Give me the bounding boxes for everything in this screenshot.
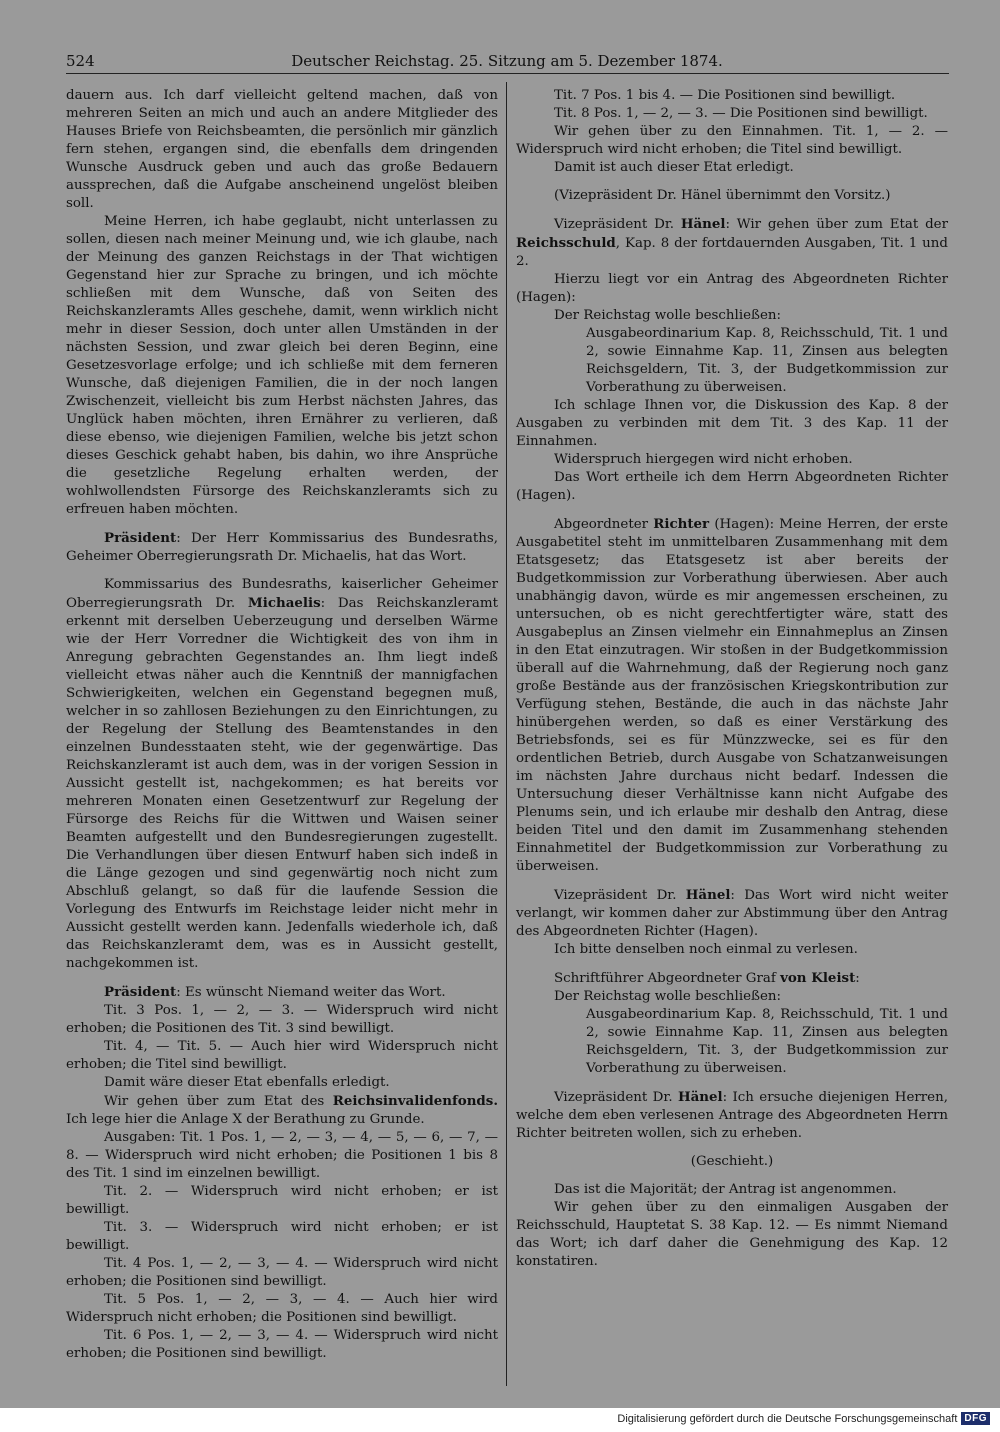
paragraph-text [66,1183,498,1219]
speaker-name: von Kleist [780,970,856,986]
motion-text [586,325,948,397]
paragraph-text [516,1181,948,1199]
text-run: Wir gehen über zu den einmaligen Ausgaben der Reichsschuld, Hauptetat S. 38 Kap. 12. — Es nimmt Niemand das Wort; ich darf daher die Genehmigung des Kap. 12 konstatiren. [516,1200,948,1269]
paragraph-text [66,1291,498,1327]
text-run: Hierzu liegt vor ein Antrag des Abgeordneten Richter (Hagen): [516,272,948,305]
paragraph-text [516,187,948,205]
paragraph-text [516,307,948,325]
text-run: : Ich ersuche diejenigen Herren, welche dem eben verlesenen Antrage des Abgeordneten Herrn Richter beitreten wollen, sich zu erheben. [516,1090,948,1141]
text-run: Tit. 2. — Widerspruch wird nicht erhoben; er ist bewilligt. [66,1184,498,1217]
dfg-logo: DFG [961,1412,990,1425]
paragraph-gap [66,519,498,529]
text-run: Widerspruch hiergegen wird nicht erhoben. [554,452,853,467]
paragraph [66,1327,498,1363]
paragraph-gap [516,1171,948,1181]
paragraph-text [66,1002,498,1038]
paragraph [516,988,948,1006]
text-run: Damit ist auch dieser Etat erledigt. [554,160,794,175]
text-run: Tit. 5 Pos. 1, — 2, — 3, — 4. — Auch hier wird Widerspruch nicht erhoben; die Positionen sind bewilligt. [66,1292,498,1325]
paragraph [516,941,948,959]
speaker-name: Reichsschuld [516,235,616,251]
text-run: Tit. 3 Pos. 1, — 2, — 3. — Widerspruch wird nicht erhoben; die Positionen des Tit. 3 sind bewilligt. [66,1003,498,1036]
text-run: Ich bitte denselben noch einmal zu verlesen. [554,942,858,957]
text-run: , Kap. 8 der fortdauernden Ausgaben, Tit. 1 und 2. [516,236,948,269]
text-run: Der Reichstag wolle beschließen: [554,308,782,323]
text-run: (Geschieht.) [690,1154,774,1169]
text-run: Ausgabeordinarium Kap. 8, Reichsschuld, Tit. 1 und 2, sowie Einnahme Kap. 11, Zinsen aus belegten Reichsgeldern, Tit. 3, der Budgetkommission zur Vorberathung zu überweisen. [586,326,948,395]
paragraph-text [516,87,948,105]
text-run: Das Wort ertheile ich dem Herrn Abgeordneten Richter (Hagen). [516,470,948,503]
text-run: Ausgabeordinarium Kap. 8, Reichsschuld, Tit. 1 und 2, sowie Einnahme Kap. 11, Zinsen aus belegten Reichsgeldern, Tit. 3, der Budgetkommission zur Vorberathung zu überweisen. [586,1007,948,1076]
text-run: Tit. 4, — Tit. 5. — Auch hier wird Widerspruch nicht erhoben; die Titel sind bewilligt. [66,1039,498,1072]
text-run: Der Reichstag wolle beschließen: [554,989,782,1004]
text-run: : [855,971,860,986]
paragraph-text [66,1074,498,1092]
paragraph-text [516,451,948,469]
text-run: Tit. 7 Pos. 1 bis 4. — Die Positionen sind bewilligt. [554,88,896,103]
paragraph [66,1002,498,1038]
text-run: (Hagen): Meine Herren, der erste Ausgabetitel steht im unmittelbaren Zusammenhang mit dem Etatsgesetz; das Etatsgesetz ist aber bereits der Budgetkommission zur Vorberathung überwiesen. Aber auch unabhängig davon, würde es mir angemessen erscheinen, zu untersuchen, ob es nicht gerechtfertigter wäre, statt des Ausgabeplus an Zinsen vielmehr ein Einnahmeplus an Zinsen in den Etat einzutragen. Wir stoßen in der Budgetkommission überall auf die Wahrnehmung, daß der Regierung noch ganz große Bestände aus der französischen Kriegskontribution zur Verfügung stehen, Bestände, die auch in das nächste Jahr hinübergehen werden, so daß es einer Verstärkung des Betriebsfonds, sei es für Münzzwecke, sei es für den ordentlichen Betrieb, durch Ausgabe von Schatzanweisungen im nächsten Jahre durchaus nicht bedarf. Indessen die Untersuchung dieser Verhältnisse kann nicht Aufgabe des Plenums sein, und ich erlaube mir deshalb den Antrag, diese beiden Titel und den damit im Zusammenhang stehenden Einnahmetitel der Budgetkommission zur Vorberathung zu überweisen. [516,517,948,874]
paragraph-text [66,1327,498,1363]
paragraph-gap [516,1078,948,1088]
paragraph-text [516,969,948,988]
paragraph [66,1291,498,1327]
paragraph [516,1088,948,1143]
paragraph [66,1219,498,1255]
paragraph-text [66,1038,498,1074]
text-run: dauern aus. Ich darf vielleicht geltend machen, daß von mehreren Seiten an mich und auch an andere Mitglieder des Hauses Briefe von Reichsbeamten, die persönlich mir gänzlich fern stehen, ergangen sind, die ebenfalls dem dringenden Wunsche Ausdruck geben und auch das große Bedauern aussprechen, daß die Aufgabe anscheinend ungelöst bleiben soll. [66,88,498,211]
paragraph-gap [516,205,948,215]
paragraph [516,271,948,307]
paragraph [516,469,948,505]
paragraph [516,1199,948,1271]
paragraph [66,1183,498,1219]
paragraph [516,87,948,105]
paragraph-text [66,1092,498,1129]
paragraph-text [66,1129,498,1183]
paragraph [516,123,948,159]
paragraph-gap [66,566,498,576]
paragraph [66,1092,498,1129]
paragraph [516,1181,948,1199]
paragraph-text [586,1006,948,1078]
text-run: Tit. 8 Pos. 1, — 2, — 3. — Die Positionen sind bewilligt. [554,106,928,121]
text-run: Wir gehen über zum Etat des [104,1094,333,1109]
paragraph-text [586,325,948,397]
running-title: Deutscher Reichstag. 25. Sitzung am 5. Dezember 1874. [291,52,723,70]
text-run: : Der Herr Kommissarius des Bundesraths, Geheimer Oberregierungsrath Dr. Michaelis, hat das Wort. [66,531,498,564]
text-run: Ich schlage Ihnen vor, die Diskussion des Kap. 8 der Ausgaben zu verbinden mit dem Tit. 3 des Kap. 11 der Einnahmen. [516,398,948,449]
paragraph-text [516,215,948,271]
paragraph-text [66,1219,498,1255]
text-run: Tit. 6 Pos. 1, — 2, — 3, — 4. — Widerspruch wird nicht erhoben; die Positionen sind bewilligt. [66,1328,498,1361]
paragraph-text [516,469,948,505]
paragraph [516,187,948,205]
funding-note: Digitalisierung gefördert durch die Deutsche Forschungsgemeinschaft [617,1412,958,1425]
footer-credit [617,1412,990,1425]
speaker-name: Präsident [104,530,177,546]
speaker-name: Präsident [104,984,177,1000]
speaker-name: Hänel [680,216,726,232]
paragraph [66,1255,498,1291]
paragraph-text [66,576,498,973]
paragraph-text [516,397,948,451]
text-run: Kommissarius des Bundesraths, kaiserlicher Geheimer Oberregierungsrath Dr. [66,577,498,611]
text-run: Schriftführer Abgeordneter Graf [554,971,781,986]
paragraph-text [66,983,498,1002]
text-run: Damit wäre dieser Etat ebenfalls erledigt. [104,1075,390,1090]
text-run: (Vizepräsident Dr. Hänel übernimmt den Vorsitz.) [554,188,891,203]
paragraph-gap [516,177,948,187]
text-run: Vizepräsident Dr. [554,1090,678,1105]
header-rule [66,73,949,74]
text-run: Tit. 4 Pos. 1, — 2, — 3, — 4. — Widerspruch wird nicht erhoben; die Positionen sind bewilligt. [66,1256,498,1289]
paragraph [516,515,948,876]
paragraph [66,213,498,519]
paragraph [516,105,948,123]
paragraph-text [516,988,948,1006]
paragraph-text [516,105,948,123]
paragraph-gap [516,1143,948,1153]
speaker-name: Reichsinvalidenfonds. [332,1093,498,1109]
text-run: Tit. 3. — Widerspruch wird nicht erhoben; er ist bewilligt. [66,1220,498,1253]
paragraph-text [66,1255,498,1291]
motion-text [586,1006,948,1078]
paragraph [516,886,948,941]
paragraph-text [516,941,948,959]
paragraph-text [516,886,948,941]
speaker-name: Richter [653,516,710,532]
text-run: Meine Herren, ich habe geglaubt, nicht unterlassen zu sollen, diesen nach meiner Meinung und, wie ich glaube, nach der Meinung des ganzen Reichstags in der That wichtigen Gegenstand hier zur Sprache zu bringen, und ich möchte schließen mit dem Wunsche, daß von Seiten des Reichskanzleramts Alles geschehe, damit, wenn wirklich nicht mehr in dieser Session, doch unter allen Umständen in der nächsten Session, und zwar gleich bei deren Beginn, eine Gesetzesvorlage erfolge; und ich schließe mit dem ferneren Wunsche, daß diejenigen Familien, die in der noch langen Zwischenzeit, vielleicht bis zum Herbst nächsten Jahres, das Unglück haben möchten, ihren Ernährer zu verlieren, daß diese ebenso, wie diejenigen Familien, welche bis jetzt schon dieses Geschick gehabt haben, bis dahin, wo ihre Ansprüche die gesetzliche Regelung erhalten werden, der wohlwollendsten Fürsorge des Reichskanzleramts sich zu erfreuen haben möchten. [66,214,498,517]
paragraph [516,969,948,988]
text-run: : Wir gehen über zum Etat der [725,217,948,232]
left-column [66,87,498,1363]
stage-direction [516,1153,948,1171]
text-run: Das ist die Majorität; der Antrag ist angenommen. [554,1182,897,1197]
paragraph [66,1074,498,1092]
paragraph [516,307,948,325]
paragraph-text [516,1199,948,1271]
column-divider [506,82,507,1386]
paragraph [66,1129,498,1183]
paragraph [516,159,948,177]
paragraph-text [516,1153,948,1171]
text-run: : Das Reichskanzleramt erkennt mit derselben Ueberzeugung und derselben Wärme wie der Herr Vorredner die Wichtigkeit des von ihm in Anregung gebrachten Gegenstandes an. Ihm liegt indeß vielleicht etwas näher auch die Kenntniß der mannigfachen Schwierigkeiten, welchen ein Gegenstand begegnen muß, welcher in so zahllosen Beziehungen zu den Einrichtungen, zu der Regelung der Stellung des Beamtenstandes in den einzelnen Bundesstaaten steht, wie der gegenwärtige. Das Reichskanzleramt ist auch dem, was in der vorigen Session in Aussicht gestellt ist, nachgekommen; es hat bereits vor mehreren Monaten einen Gesetzentwurf zur Regelung der Fürsorge des Reichs für die Wittwen und Waisen seiner Beamten aufgestellt und den Bundesregierungen zugestellt. Die Verhandlungen über diesen Entwurf haben sich indeß in die Länge gezogen und sind gegenwärtig noch nicht zum Abschluß gelangt, so daß für die laufende Session die Vorlegung des Entwurfs im Reichstage leider nicht mehr in Aussicht gestellt werden kann. Jedenfalls wiederhole ich, daß das Reichskanzleramt dem, was es in Aussicht gestellt, nachgekommen ist. [66,596,498,971]
text-run: Abgeordneter [554,517,654,532]
speaker-name: Hänel [685,887,731,903]
paragraph-text [516,123,948,159]
paragraph [66,1038,498,1074]
paragraph-text [66,529,498,566]
paragraph-text [516,1088,948,1143]
text-run: Vizepräsident Dr. [554,217,681,232]
text-run: Ich lege hier die Anlage X der Berathung zu Grunde. [66,1112,425,1127]
page-number: 524 [66,52,95,70]
paragraph [66,529,498,566]
speaker-name: Michaelis [247,595,321,611]
paragraph-gap [66,973,498,983]
paragraph [516,215,948,271]
paragraph-gap [516,959,948,969]
right-column [516,87,948,1271]
paragraph-text [516,271,948,307]
text-run: : Es wünscht Niemand weiter das Wort. [176,985,446,1000]
paragraph-text [66,87,498,213]
paragraph [66,576,498,973]
paragraph [516,451,948,469]
speaker-name: Hänel [677,1089,723,1105]
paragraph [66,87,498,213]
paragraph [66,983,498,1002]
paragraph-text [66,213,498,519]
paragraph-text [516,515,948,876]
text-run: : Das Wort wird nicht weiter verlangt, wir kommen daher zur Abstimmung über den Antrag des Abgeordneten Richter (Hagen). [516,888,948,939]
paragraph [516,397,948,451]
paragraph-gap [516,505,948,515]
text-run: Vizepräsident Dr. [554,888,686,903]
paragraph-gap [516,876,948,886]
text-run: Wir gehen über zu den Einnahmen. Tit. 1, — 2. — Widerspruch wird nicht erhoben; die Titel sind bewilligt. [516,124,948,157]
text-run: Ausgaben: Tit. 1 Pos. 1, — 2, — 3, — 4, — 5, — 6, — 7, — 8. — Widerspruch wird nicht erhoben; die Positionen 1 bis 8 des Tit. 1 sind im einzelnen bewilligt. [66,1130,498,1181]
paragraph-text [516,159,948,177]
